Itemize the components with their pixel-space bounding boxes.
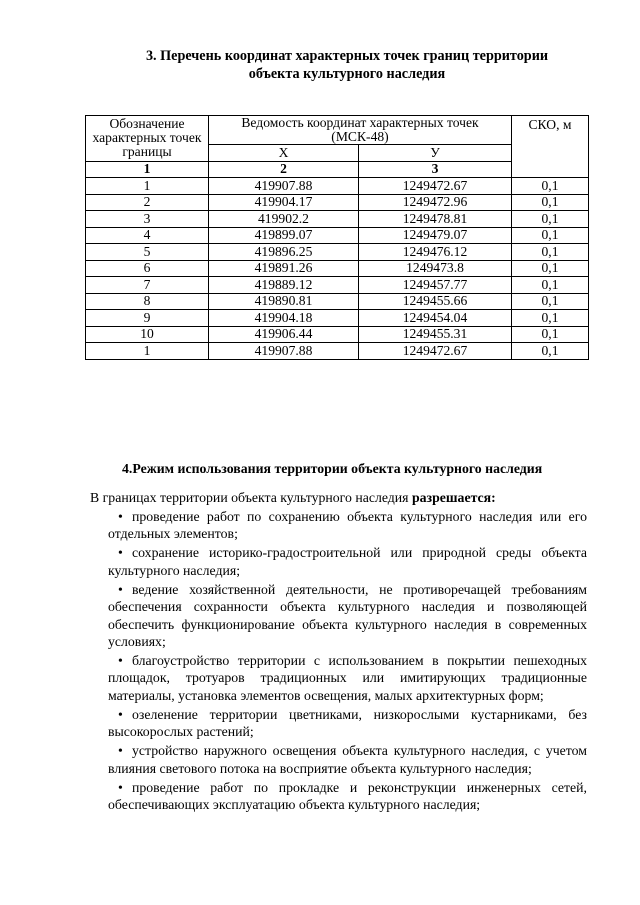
cell-point: 8 [86, 293, 209, 310]
header-y: У [359, 145, 512, 162]
cell-y: 1249455.66 [359, 293, 512, 310]
intro-text: В границах территории объекта культурного наследия [90, 490, 412, 505]
cell-point: 6 [86, 260, 209, 277]
cell-y: 1249455.31 [359, 326, 512, 343]
cell-sko: 0,1 [512, 260, 589, 277]
column-number-3: 3 [359, 161, 512, 178]
bullet-icon: • [118, 509, 123, 524]
list-item [108, 652, 587, 704]
cell-x: 419904.18 [209, 310, 359, 327]
list-item-text: проведение работ по прокладке и реконструкции инженерных сетей, обеспечивающих эксплуатацию объекта культурного наследия; [108, 779, 587, 813]
section-4-intro [90, 489, 590, 507]
coordinates-table [85, 115, 589, 360]
cell-x: 419902.2 [209, 211, 359, 228]
list-item-text: ведение хозяйственной деятельности, не противоречащей требованиям обеспечения сохранности объекта культурного наследия и позволяющей обеспечить функционирование объекта культурного наследия в современных условиях; [108, 581, 587, 650]
bullet-icon: • [118, 743, 123, 759]
intro-allowed-label: разрешается: [411, 490, 496, 505]
header-coordinates-statement: Ведомость координат характерных точек (МСК-48) [209, 116, 512, 145]
section-3-title [92, 47, 602, 83]
cell-x: 419904.17 [209, 194, 359, 211]
table-row [86, 178, 589, 195]
cell-point: 5 [86, 244, 209, 261]
cell-sko: 0,1 [512, 293, 589, 310]
list-item-text: устройство наружного освещения объекта культурного наследия, с учетом влияния светового потока на восприятие объекта культурного наследия; [108, 743, 587, 776]
list-item [108, 742, 587, 777]
section-4-title: 4.Режим использования территории объекта культурного наследия [122, 461, 543, 476]
cell-point: 3 [86, 211, 209, 228]
table-row [86, 310, 589, 327]
cell-sko: 0,1 [512, 326, 589, 343]
cell-y: 1249473.8 [359, 260, 512, 277]
list-item-text: проведение работ по сохранению объекта культурного наследия или его отдельных элементов; [108, 509, 587, 542]
cell-sko: 0,1 [512, 178, 589, 195]
cell-sko: 0,1 [512, 310, 589, 327]
cell-x: 419899.07 [209, 227, 359, 244]
cell-point: 1 [86, 343, 209, 360]
bullet-icon: • [118, 653, 123, 669]
list-item [108, 581, 587, 651]
cell-point: 7 [86, 277, 209, 294]
table-header-row [86, 116, 589, 145]
list-item [108, 706, 587, 741]
cell-sko: 0,1 [512, 277, 589, 294]
cell-point: 1 [86, 178, 209, 195]
table-row [86, 227, 589, 244]
header-point-designation: Обозначение характерных точек границы [86, 116, 209, 162]
cell-point: 9 [86, 310, 209, 327]
column-number-2: 2 [209, 161, 359, 178]
cell-x: 419907.88 [209, 343, 359, 360]
table-row [86, 343, 589, 360]
cell-x: 419891.26 [209, 260, 359, 277]
list-item [108, 544, 587, 579]
bullet-icon: • [118, 581, 123, 597]
cell-x: 419906.44 [209, 326, 359, 343]
header-x: Х [209, 145, 359, 162]
list-item [108, 779, 587, 814]
table-row [86, 277, 589, 294]
section-3-title-line-1: 3. Перечень координат характерных точек границ территории [145, 48, 549, 64]
cell-y: 1249478.81 [359, 211, 512, 228]
cell-y: 1249479.07 [359, 227, 512, 244]
cell-point: 2 [86, 194, 209, 211]
table-row [86, 326, 589, 343]
table-row [86, 293, 589, 310]
table-row [86, 244, 589, 261]
cell-x: 419907.88 [209, 178, 359, 195]
cell-point: 10 [86, 326, 209, 343]
cell-sko: 0,1 [512, 244, 589, 261]
cell-y: 1249454.04 [359, 310, 512, 327]
cell-x: 419889.12 [209, 277, 359, 294]
table-row [86, 194, 589, 211]
column-number-1: 1 [86, 161, 209, 178]
table-row [86, 260, 589, 277]
cell-y: 1249472.96 [359, 194, 512, 211]
cell-x: 419890.81 [209, 293, 359, 310]
cell-y: 1249472.67 [359, 343, 512, 360]
list-item-text: благоустройство территории с использованием в покрытии пешеходных площадок, тротуаров традиционных или имитирующих традиционные материалы, установка элементов освещения, малых архитектурных форм; [108, 653, 587, 703]
cell-y: 1249476.12 [359, 244, 512, 261]
bullet-icon: • [118, 545, 123, 561]
coordinates-table-body [86, 116, 589, 360]
cell-y: 1249472.67 [359, 178, 512, 195]
allowed-activities-list [108, 508, 587, 815]
list-item-text: озеленение территории цветниками, низкорослыми кустарниками, без высокорослых растений; [108, 706, 587, 740]
table-row [86, 211, 589, 228]
cell-y: 1249457.77 [359, 277, 512, 294]
bullet-icon: • [118, 779, 123, 795]
list-item [108, 508, 587, 543]
header-sko: СКО, м [512, 116, 589, 178]
section-3-title-line-2: объекта культурного наследия [248, 66, 446, 82]
cell-sko: 0,1 [512, 343, 589, 360]
cell-sko: 0,1 [512, 194, 589, 211]
bullet-icon: • [118, 706, 123, 722]
cell-point: 4 [86, 227, 209, 244]
cell-sko: 0,1 [512, 227, 589, 244]
cell-x: 419896.25 [209, 244, 359, 261]
list-item-text: сохранение историко-градостроительной или природной среды объекта культурного наследия; [108, 545, 587, 578]
cell-sko: 0,1 [512, 211, 589, 228]
